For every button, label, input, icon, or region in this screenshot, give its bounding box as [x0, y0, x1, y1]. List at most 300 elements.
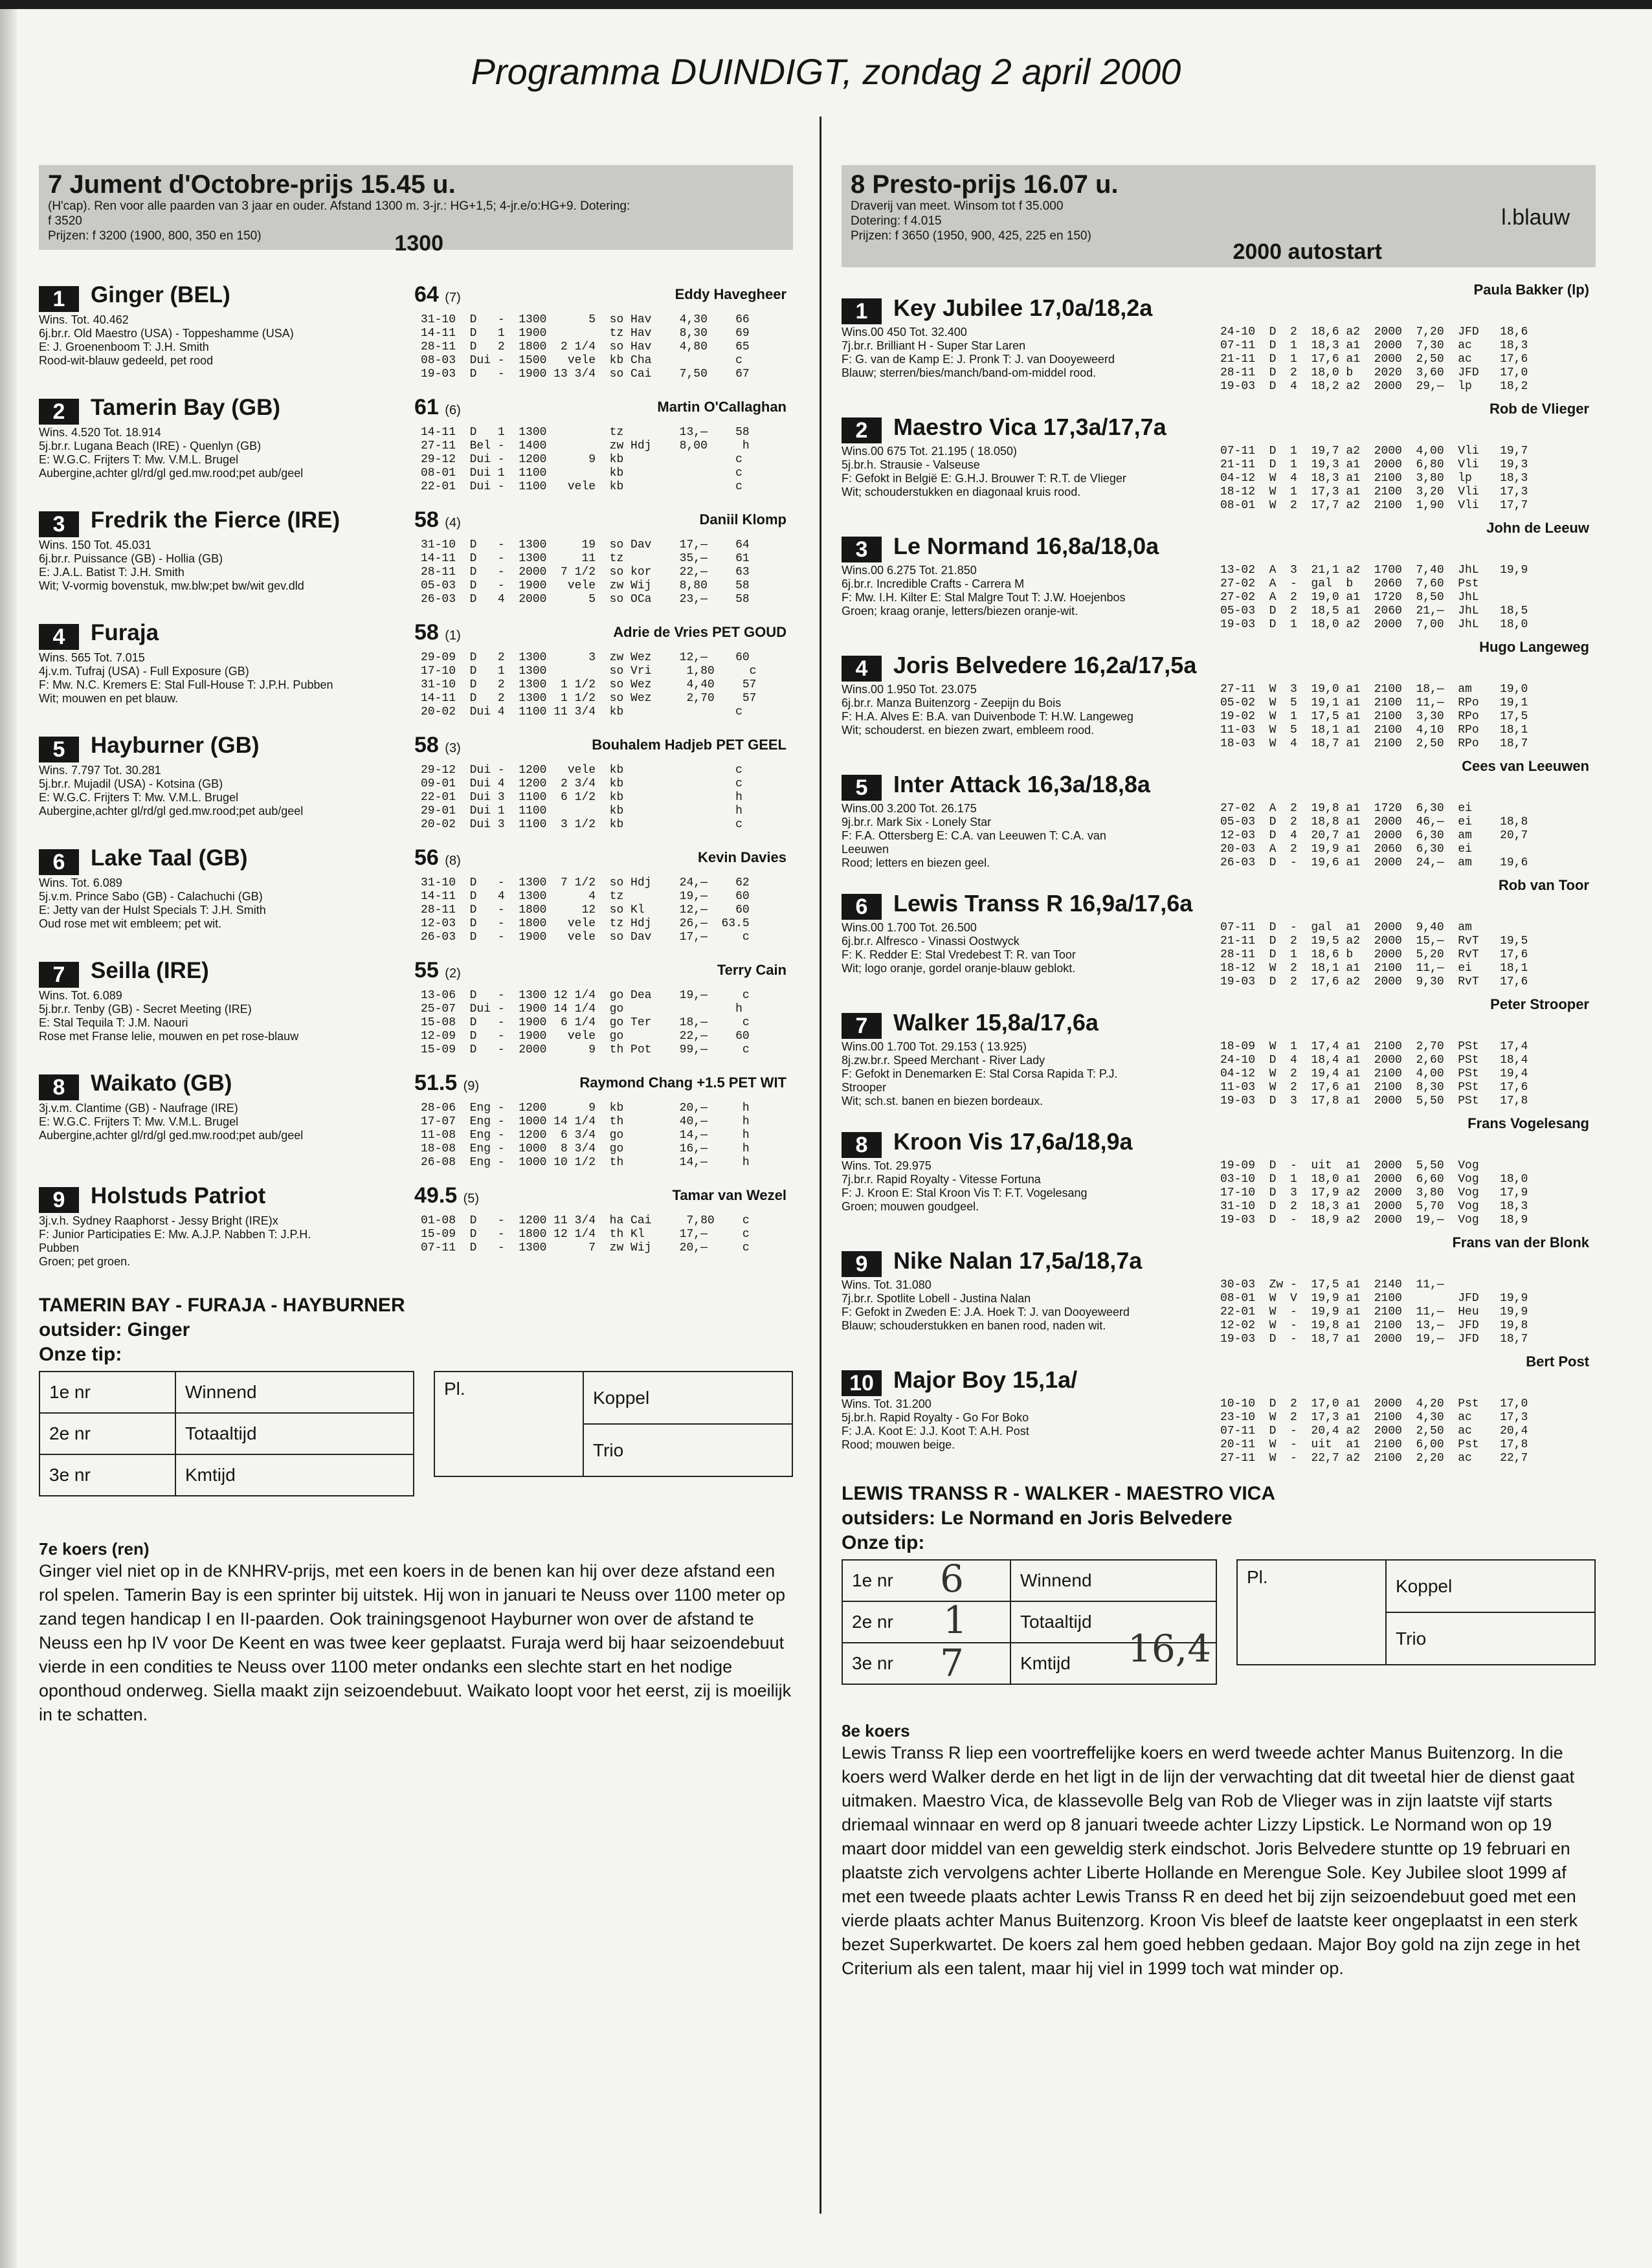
- race-8-header: [842, 165, 1596, 267]
- runner-number: 6: [842, 894, 882, 920]
- form-line: 28-11 D 2 18,0 b 2020 3,60 JFD 17,0: [1220, 366, 1528, 379]
- form-line: 19-03 D - 1900 13 3/4 so Cai 7,50 67: [421, 368, 750, 381]
- form-line: 07-11 D - 20,4 a2 2000 2,50 ac 20,4: [1220, 1425, 1528, 1438]
- runner-info-line: Wins. Tot. 6.089: [39, 876, 122, 889]
- runner-info-line: E: W.G.C. Frijters T: Mw. V.M.L. Brugel: [39, 1115, 239, 1128]
- weight-value: 58: [414, 507, 439, 532]
- runner-form: [1220, 1397, 1596, 1465]
- runner-entry: [842, 1115, 1596, 1238]
- runner-number: 3: [39, 511, 79, 537]
- runner-driver: Eddy Havegheer: [675, 286, 787, 302]
- race-7-report: Ginger viel niet op in de KNHRV-prijs, met een koers in de benen kan hij over deze afstand een rol spelen. Tamerin Bay is een sprinter bij uitstek. Hij won in januari te Neuss over 1100 meter op zand tegen handicap I en II-paarden. Ook trainingsgenoot Hayburner won over de afstand te Neuss een hp IV voor De Keent en was twee keer geplaatst. Furaja werd bij haar seizoendebuut vierde in een condities te Neuss over 1100 meter ondanks een slechte start en het nodige oponthoud onderweg. Siella maakt zijn seizoendebuut. Waikato loopt voor het eerst, zij is moeilijk in te schatten.: [39, 1561, 792, 1724]
- runner-entry: [842, 401, 1596, 524]
- runner-entry: [39, 1174, 793, 1287]
- runner-number: 1: [842, 298, 882, 324]
- runner-driver: Rob van Toor: [1498, 877, 1589, 893]
- runner-info-line: Wins. Tot. 40.462: [39, 313, 129, 326]
- race-7-runners: [39, 273, 793, 1287]
- runner-number: 9: [842, 1251, 882, 1277]
- weight-value: 61: [414, 395, 439, 419]
- handwritten-third: 7: [940, 1641, 964, 1685]
- tip-row-label: 2e nr: [39, 1413, 175, 1454]
- runner-name: Hayburner (GB): [91, 733, 260, 758]
- runner-number: 8: [842, 1132, 882, 1158]
- runner-form: [421, 651, 793, 719]
- handwritten-second: 1: [943, 1598, 967, 1642]
- form-line: 13-06 D - 1300 12 1/4 go Dea 19,— c: [421, 989, 750, 1002]
- runner-info-line: Oud rose met wit embleem; pet wit.: [39, 917, 222, 930]
- form-line: 19-03 D - 18,9 a2 2000 19,— Vog 18,9: [1220, 1214, 1528, 1227]
- runner-info-line: Groen; kraag oranje, letters/biezen oranje-wit.: [842, 605, 1078, 617]
- runner-number: 4: [842, 656, 882, 682]
- runner-entry: [842, 877, 1596, 1000]
- form-line: 13-02 A 3 21,1 a2 1700 7,40 JhL 19,9: [1220, 564, 1528, 577]
- form-line: 19-03 D 1 18,0 a2 2000 7,00 JhL 18,0: [1220, 618, 1528, 631]
- form-line: 07-11 D - gal a1 2000 9,40 am: [1220, 921, 1472, 934]
- runner-number: 7: [842, 1013, 882, 1039]
- form-line: 04-12 W 2 19,4 a1 2100 4,00 PSt 19,4: [1220, 1067, 1528, 1080]
- race-8-report-title: 8e koers: [842, 1721, 910, 1740]
- runner-info-line: E: W.G.C. Frijters T: Mw. V.M.L. Brugel: [39, 791, 239, 804]
- runner-name: Le Normand 16,8a/18,0a: [893, 533, 1159, 559]
- form-line: 20-11 W - uit a1 2100 6,00 Pst 17,8: [1220, 1438, 1528, 1451]
- runner-info-line: Groen; pet groen.: [39, 1255, 131, 1268]
- runner-info-line: Wins. Tot. 29.975: [842, 1159, 932, 1172]
- form-line: 09-01 Dui 4 1200 2 3/4 kb c: [421, 777, 742, 790]
- runner-info: [842, 564, 1243, 618]
- runner-entry: [842, 996, 1596, 1119]
- form-line: 04-12 W 4 18,3 a1 2100 3,80 lp 18,3: [1220, 472, 1528, 485]
- runner-entry: [39, 949, 793, 1062]
- runner-info-line: 5j.v.m. Prince Sabo (GB) - Calachuchi (GB): [39, 890, 263, 903]
- runner-number: 10: [842, 1370, 882, 1396]
- form-line: 12-09 D - 1900 vele go 22,— 60: [421, 1030, 750, 1043]
- runner-number: 3: [842, 537, 882, 562]
- runner-info-line: Wit; schouderstukken en diagonaal kruis rood.: [842, 485, 1081, 498]
- runner-weight: [414, 733, 461, 758]
- form-line: 19-02 W 1 17,5 a1 2100 3,30 RPo 17,5: [1220, 710, 1528, 723]
- runner-name: Ginger (BEL): [91, 282, 230, 307]
- form-line: 25-07 Dui - 1900 14 1/4 go h: [421, 1003, 742, 1016]
- form-line: 15-09 D - 1800 12 1/4 th Kl 17,— c: [421, 1228, 750, 1241]
- runner-driver: Bouhalem Hadjeb PET GEEL: [592, 737, 787, 753]
- runner-info-line: Wins. 150 Tot. 45.031: [39, 539, 151, 551]
- weight-value: 55: [414, 958, 439, 983]
- tip-row-label: 3e nr: [39, 1454, 175, 1496]
- runner-number: 2: [39, 399, 79, 425]
- form-line: 17-07 Eng - 1000 14 1/4 th 40,— h: [421, 1115, 750, 1128]
- runner-weight: [414, 958, 461, 983]
- weight-value: 58: [414, 620, 439, 645]
- form-line: 20-02 Dui 4 1100 11 3/4 kb c: [421, 706, 742, 718]
- runner-info: [842, 1159, 1243, 1214]
- runner-weight: [414, 845, 461, 871]
- runner-info-line: Wins. 565 Tot. 7.015: [39, 651, 145, 664]
- runner-info-line: Strooper: [842, 1081, 887, 1094]
- runner-name: Nike Nalan 17,5a/18,7a: [893, 1247, 1143, 1274]
- form-line: 22-01 Dui - 1100 vele kb c: [421, 480, 742, 493]
- race-8-column: [842, 165, 1596, 1981]
- tip-pl-label: Pl.: [434, 1372, 583, 1476]
- runner-number: 4: [39, 624, 79, 650]
- runner-form: [421, 989, 793, 1057]
- runner-entry: [842, 520, 1596, 643]
- form-line: 05-02 W 5 19,1 a1 2100 11,— RPo 19,1: [1220, 696, 1528, 709]
- tip-col-label: Winnend: [1010, 1560, 1216, 1601]
- runner-info: [842, 1397, 1243, 1452]
- runner-name: Kroon Vis 17,6a/18,9a: [893, 1128, 1133, 1155]
- runner-form: [1220, 802, 1596, 870]
- runner-weight: [414, 507, 461, 533]
- form-line: 22-01 Dui 3 1100 6 1/2 kb h: [421, 791, 742, 804]
- runner-info-line: F: K. Redder E: Stal Vredebest T: R. van Toor: [842, 948, 1076, 961]
- runner-info-line: 6j.br.r. Puissance (GB) - Hollia (GB): [39, 552, 223, 565]
- form-line: 27-02 A 2 19,0 a1 1720 8,50 JhL: [1220, 591, 1479, 604]
- runner-info-line: Blauw; schouderstukken en banen rood, naden wit.: [842, 1319, 1106, 1332]
- runner-weight: [414, 1183, 479, 1208]
- form-line: 19-03 D 4 18,2 a2 2000 29,— lp 18,2: [1220, 380, 1528, 393]
- runner-info-line: F: J. Kroon E: Stal Kroon Vis T: F.T. Vogelesang: [842, 1186, 1088, 1199]
- runner-entry: [39, 386, 793, 498]
- runner-driver: Terry Cain: [717, 962, 787, 978]
- runner-driver: Martin O'Callaghan: [657, 399, 787, 415]
- weight-value: 51.5: [414, 1071, 458, 1095]
- runner-form: [1220, 683, 1596, 751]
- tip-kmtijd-cell: [1010, 1627, 1216, 1684]
- runner-form: [421, 313, 793, 381]
- tip-col-label: Totaaltijd: [175, 1413, 414, 1454]
- form-line: 31-10 D - 1300 19 so Dav 17,— 64: [421, 539, 750, 551]
- runner-number: 1: [39, 286, 79, 312]
- runner-info-line: Wins.00 450 Tot. 32.400: [842, 326, 967, 339]
- form-line: 19-09 D - uit a1 2000 5,50 Vog: [1220, 1159, 1479, 1172]
- tip-row-2: [842, 1598, 1010, 1643]
- form-line: 28-11 D - 2000 7 1/2 so kor 22,— 63: [421, 566, 750, 579]
- form-line: 14-11 D - 1300 11 tz 35,— 61: [421, 552, 750, 565]
- runner-info-line: 6j.br.r. Manza Buitenzorg - Zeepijn du Bois: [842, 696, 1062, 709]
- form-line: 07-11 D 1 19,7 a2 2000 4,00 Vli 19,7: [1220, 445, 1528, 458]
- form-line: 08-01 W 2 17,7 a2 2100 1,90 Vli 17,7: [1220, 499, 1528, 512]
- runner-info-line: Aubergine,achter gl/rd/gl ged.mw.rood;pet aub/geel: [39, 467, 304, 480]
- form-line: 17-10 D 3 17,9 a2 2000 3,80 Vog 17,9: [1220, 1186, 1528, 1199]
- runner-entry: [842, 639, 1596, 762]
- form-line: 11-03 W 5 18,1 a1 2100 4,10 RPo 18,1: [1220, 724, 1528, 737]
- draw-value: (8): [445, 854, 461, 868]
- runner-entry: [842, 1353, 1596, 1476]
- form-line: 30-03 Zw - 17,5 a1 2140 11,—: [1220, 1278, 1444, 1291]
- form-line: 28-11 D 2 1800 2 1/4 so Hav 4,80 65: [421, 340, 750, 353]
- runner-info-line: 3j.v.h. Sydney Raaphorst - Jessy Bright (IRE)x: [39, 1214, 278, 1227]
- runner-weight: [414, 282, 461, 307]
- runner-info-line: 6j.br.r. Old Maestro (USA) - Toppeshamme (USA): [39, 327, 294, 340]
- race-8-color: l.blauw: [1501, 205, 1570, 230]
- runner-info-line: Wins. Tot. 31.200: [842, 1397, 932, 1410]
- race-7-header: [39, 165, 793, 256]
- runner-entry: [842, 282, 1596, 405]
- race-8-prediction: LEWIS TRANSS R - WALKER - MAESTRO VICA: [842, 1483, 1275, 1504]
- runner-info: [842, 326, 1243, 380]
- form-line: 18-08 Eng - 1000 8 3/4 go 16,— h: [421, 1142, 750, 1155]
- runner-name: Key Jubilee 17,0a/18,2a: [893, 295, 1153, 321]
- form-line: 18-03 W 4 18,7 a1 2100 2,50 RPo 18,7: [1220, 737, 1528, 750]
- runner-info: [39, 539, 434, 593]
- race-8-runners: [842, 282, 1596, 1476]
- runner-name: Walker 15,8a/17,6a: [893, 1009, 1099, 1036]
- weight-value: 49.5: [414, 1183, 458, 1208]
- race-8-dotering: Dotering: f 4.015: [851, 214, 942, 228]
- draw-value: (6): [445, 403, 461, 417]
- runner-form: [421, 764, 793, 832]
- form-line: 19-03 D 2 17,6 a2 2000 9,30 RvT 17,6: [1220, 975, 1528, 988]
- runner-info: [39, 1102, 434, 1142]
- form-line: 27-02 A 2 19,8 a1 1720 6,30 ei: [1220, 802, 1472, 815]
- runner-weight: [414, 395, 461, 420]
- race-7-report-title: 7e koers (ren): [39, 1539, 150, 1559]
- race-7-tip-label: Onze tip:: [39, 1344, 122, 1365]
- runner-info-line: Wins. 7.797 Tot. 30.281: [39, 764, 161, 777]
- form-line: 14-11 D 1 1900 tz Hav 8,30 69: [421, 327, 750, 340]
- tip-row-1: [842, 1557, 1010, 1601]
- form-line: 27-02 A - gal b 2060 7,60 Pst: [1220, 577, 1479, 590]
- runner-number: 2: [842, 417, 882, 443]
- form-line: 28-06 Eng - 1200 9 kb 20,— h: [421, 1102, 750, 1115]
- runner-info-line: F: G. van de Kamp E: J. Pronk T: J. van Dooyeweerd: [842, 353, 1115, 366]
- runner-info-line: 6j.br.r. Incredible Crafts - Carrera M: [842, 577, 1025, 590]
- runner-info-line: Wit; mouwen en pet blauw.: [39, 692, 179, 705]
- runner-info-line: 7j.br.r. Rapid Royalty - Vitesse Fortuna: [842, 1173, 1041, 1186]
- runner-number: 6: [39, 849, 79, 875]
- runner-info-line: F: J.A. Koot E: J.J. Koot T: A.H. Post: [842, 1425, 1029, 1438]
- runner-info-line: Wins. Tot. 6.089: [39, 989, 122, 1002]
- weight-value: 56: [414, 845, 439, 870]
- race-8-tip-table: [842, 1559, 1217, 1685]
- runner-form: [1220, 564, 1596, 632]
- page-edge-shadow: [0, 0, 17, 2268]
- form-line: 19-03 D 3 17,8 a1 2000 5,50 PSt 17,8: [1220, 1095, 1528, 1107]
- tip-row-label: 1e nr: [39, 1372, 175, 1413]
- runner-name: Tamerin Bay (GB): [91, 395, 281, 420]
- runner-info-line: Wins. 4.520 Tot. 18.914: [39, 426, 161, 439]
- runner-info-line: Wins.00 675 Tot. 21.195 ( 18.050): [842, 445, 1017, 458]
- runner-info-line: Aubergine,achter gl/rd/gl ged.mw.rood;pet aub/geel: [39, 1129, 304, 1142]
- handwritten-first: 6: [940, 1557, 964, 1601]
- runner-info-line: 5j.br.r. Tenby (GB) - Secret Meeting (IRE): [39, 1003, 252, 1016]
- form-line: 15-08 D - 1900 6 1/4 go Ter 18,— c: [421, 1016, 750, 1029]
- form-line: 26-08 Eng - 1000 10 1/2 th 14,— h: [421, 1156, 750, 1169]
- race-7-outsider: outsider: Ginger: [39, 1319, 190, 1340]
- race-8-conditions: Draverij van meet. Winsom tot f 35.000: [851, 199, 1064, 213]
- runner-info: [39, 426, 434, 480]
- form-line: 11-03 W 2 17,6 a1 2100 8,30 PSt 17,6: [1220, 1081, 1528, 1094]
- race-8-title: 8 Presto-prijs 16.07 u.: [851, 170, 1119, 199]
- form-line: 27-11 Bel - 1400 zw Hdj 8,00 h: [421, 439, 750, 452]
- runner-driver: Cees van Leeuwen: [1462, 758, 1589, 774]
- runner-driver: Daniil Klomp: [699, 511, 787, 528]
- race-7-tip-table: [39, 1371, 414, 1496]
- draw-value: (3): [445, 741, 461, 755]
- form-line: 24-10 D 4 18,4 a1 2000 2,60 PSt 18,4: [1220, 1054, 1528, 1067]
- runner-number: 9: [39, 1187, 79, 1213]
- runner-info-line: Wins. Tot. 31.080: [842, 1278, 932, 1291]
- runner-info-line: Wins.00 1.700 Tot. 26.500: [842, 921, 977, 934]
- runner-number: 5: [842, 775, 882, 801]
- form-line: 08-03 Dui - 1500 vele kb Cha c: [421, 354, 742, 367]
- runner-info-line: E: W.G.C. Frijters T: Mw. V.M.L. Brugel: [39, 453, 239, 466]
- form-line: 07-11 D 1 18,3 a1 2000 7,30 ac 18,3: [1220, 339, 1528, 352]
- runner-info-line: F: Gefokt in Zweden E: J.A. Hoek T: J. van Dooyeweerd: [842, 1306, 1130, 1318]
- weight-value: 58: [414, 733, 439, 757]
- runner-entry: [39, 611, 793, 724]
- form-line: 18-12 W 2 18,1 a1 2100 11,— ei 18,1: [1220, 962, 1528, 975]
- runner-entry: [842, 1234, 1596, 1357]
- runner-name: Joris Belvedere 16,2a/17,5a: [893, 652, 1197, 678]
- runner-info-line: 5j.br.r. Mujadil (USA) - Kotsina (GB): [39, 777, 223, 790]
- runner-driver: Kevin Davies: [698, 849, 787, 865]
- runner-info-line: Wins.00 3.200 Tot. 26.175: [842, 802, 977, 815]
- runner-form: [1220, 1040, 1596, 1108]
- runner-form: [1220, 326, 1596, 394]
- runner-info-line: 8j.zw.br.r. Speed Merchant - River Lady: [842, 1054, 1045, 1067]
- form-line: 27-11 W 3 19,0 a1 2100 18,— am 19,0: [1220, 683, 1528, 696]
- race-7-conditions: (H'cap). Ren voor alle paarden van 3 jaar en ouder. Afstand 1300 m. 3-jr.: HG+1,5; 4-jr.e/o:HG+9. Dotering:: [48, 199, 631, 213]
- runner-name: Lake Taal (GB): [91, 845, 248, 871]
- form-line: 26-03 D 4 2000 5 so OCa 23,— 58: [421, 593, 750, 606]
- form-line: 05-03 D 2 18,8 a1 2000 46,— ei 18,8: [1220, 816, 1528, 828]
- race-7-column: [39, 165, 793, 1727]
- form-line: 14-11 D 1 1300 tz 13,— 58: [421, 426, 750, 439]
- runner-driver: Adrie de Vries PET GOUD: [613, 624, 787, 640]
- form-line: 18-12 W 1 17,3 a1 2100 3,20 Vli 17,3: [1220, 485, 1528, 498]
- form-line: 11-08 Eng - 1200 6 3/4 go 14,— h: [421, 1129, 750, 1142]
- runner-info-line: F: Junior Participaties E: Mw. A.J.P. Nabben T: J.P.H.: [39, 1228, 311, 1241]
- runner-info-line: Wit; schouderst. en biezen zwart, embleem rood.: [842, 724, 1095, 737]
- tip-col-label: Kmtijd: [175, 1454, 414, 1496]
- runner-info-line: F: H.A. Alves E: B.A. van Duivenbode T: H.W. Langeweg: [842, 710, 1133, 723]
- weight-value: 64: [414, 282, 439, 307]
- runner-info-line: 5j.br.h. Strausie - Valseuse: [842, 458, 980, 471]
- form-line: 12-03 D 4 20,7 a1 2000 6,30 am 20,7: [1220, 829, 1528, 842]
- runner-info: [842, 683, 1243, 737]
- form-line: 21-11 D 1 17,6 a1 2000 2,50 ac 17,6: [1220, 353, 1528, 366]
- form-line: 31-10 D - 1300 5 so Hav 4,30 66: [421, 313, 750, 326]
- handwritten-kmtijd: 16,4: [1128, 1627, 1212, 1671]
- race-7-pl-table: [434, 1371, 793, 1477]
- race-7-tip-grid: [39, 1371, 793, 1507]
- form-line: 29-01 Dui 1 1100 kb h: [421, 805, 742, 817]
- runner-entry: [39, 836, 793, 949]
- form-line: 07-11 D - 1300 7 zw Wij 20,— c: [421, 1241, 750, 1254]
- runner-info-line: 5j.br.h. Rapid Royalty - Go For Boko: [842, 1411, 1029, 1424]
- form-line: 05-03 D - 1900 vele zw Wij 8,80 58: [421, 579, 750, 592]
- runner-weight: [414, 620, 461, 645]
- runner-info: [39, 989, 434, 1043]
- runner-info-line: Groen; mouwen goudgeel.: [842, 1200, 979, 1213]
- runner-form: [1220, 921, 1596, 989]
- draw-value: (4): [445, 516, 461, 530]
- top-rule: [0, 0, 1652, 9]
- draw-value: (1): [445, 628, 461, 643]
- form-line: 22-01 W - 19,9 a1 2100 11,— Heu 19,9: [1220, 1306, 1528, 1318]
- race-7-prediction: TAMERIN BAY - FURAJA - HAYBURNER: [39, 1295, 405, 1316]
- tip-extra-label: Koppel: [583, 1372, 792, 1424]
- form-line: 26-03 D - 1900 vele so Dav 17,— c: [421, 931, 750, 944]
- runner-form: [421, 1214, 793, 1255]
- runner-name: Inter Attack 16,3a/18,8a: [893, 771, 1150, 797]
- race-8-tip-label: Onze tip:: [842, 1532, 925, 1553]
- draw-value: (5): [463, 1192, 480, 1206]
- runner-info-line: E: Stal Tequila T: J.M. Naouri: [39, 1016, 188, 1029]
- runner-info-line: 4j.v.m. Tufraj (USA) - Full Exposure (GB): [39, 665, 249, 678]
- runner-weight: [414, 1071, 479, 1096]
- runner-form: [1220, 1159, 1596, 1227]
- runner-entry: [39, 498, 793, 611]
- draw-value: (2): [445, 966, 461, 981]
- runner-info-line: 5j.br.r. Lugana Beach (IRE) - Quenlyn (GB): [39, 439, 262, 452]
- tip-row-label: 2e nr: [852, 1612, 893, 1632]
- race-8-prizes: Prijzen: f 3650 (1950, 900, 425, 225 en 150): [851, 229, 1091, 243]
- runner-name: Maestro Vica 17,3a/17,7a: [893, 414, 1166, 440]
- form-line: 08-01 W V 19,9 a1 2100 JFD 19,9: [1220, 1292, 1528, 1305]
- page-title: Programma DUINDIGT, zondag 2 april 2000: [471, 51, 1181, 92]
- runner-name: Seilla (IRE): [91, 958, 209, 983]
- tip-row-label: 1e nr: [852, 1570, 893, 1590]
- race-7-title: 7 Jument d'Octobre-prijs 15.45 u.: [48, 170, 456, 199]
- runner-info: [842, 1278, 1243, 1333]
- tip-extra-label: Trio: [583, 1424, 792, 1476]
- race-7-dotering: f 3520: [48, 214, 82, 228]
- form-line: 28-11 D - 1800 12 so Kl 12,— 60: [421, 904, 750, 917]
- race-7-prizes: Prijzen: f 3200 (1900, 800, 350 en 150): [48, 229, 262, 243]
- runner-info-line: Aubergine,achter gl/rd/gl ged.mw.rood;pet aub/geel: [39, 805, 304, 817]
- form-line: 26-03 D - 19,6 a1 2000 24,— am 19,6: [1220, 856, 1528, 869]
- form-line: 05-03 D 2 18,5 a1 2060 21,— JhL 18,5: [1220, 605, 1528, 617]
- runner-number: 7: [39, 962, 79, 988]
- runner-info-line: E: J.A.L. Batist T: J.H. Smith: [39, 566, 184, 579]
- runner-number: 8: [39, 1074, 79, 1100]
- form-line: 14-11 D 2 1300 1 1/2 so Wez 2,70 57: [421, 692, 757, 705]
- runner-info-line: 6j.br.r. Alfresco - Vinassi Oostwyck: [842, 935, 1020, 948]
- form-line: 24-10 D 2 18,6 a2 2000 7,20 JFD 18,6: [1220, 326, 1528, 339]
- runner-info-line: F: Gefokt in België E: G.H.J. Brouwer T: R.T. de Vlieger: [842, 472, 1126, 485]
- form-line: 01-08 D - 1200 11 3/4 ha Cai 7,80 c: [421, 1214, 750, 1227]
- runner-driver: Peter Strooper: [1490, 996, 1589, 1012]
- runner-info-line: F: F.A. Ottersberg E: C.A. van Leeuwen T: C.A. van: [842, 829, 1106, 842]
- tip-pl-label: Pl.: [1237, 1560, 1386, 1665]
- form-line: 08-01 Dui 1 1100 kb c: [421, 467, 742, 480]
- runner-info-line: 7j.br.r. Brilliant H - Super Star Laren: [842, 339, 1026, 352]
- form-line: 19-03 D - 18,7 a1 2000 19,— JFD 18,7: [1220, 1333, 1528, 1346]
- runner-driver: Hugo Langeweg: [1479, 639, 1589, 655]
- race-7-distance: [394, 231, 443, 256]
- runner-info: [842, 802, 1243, 870]
- runner-info-line: F: Mw. N.C. Kremers E: Stal Full-House T: J.P.H. Pubben: [39, 678, 333, 691]
- runner-info-line: E: J. Groenenboom T: J.H. Smith: [39, 340, 209, 353]
- runner-driver: Frans van der Blonk: [1452, 1234, 1589, 1251]
- tip-col-label: Winnend: [175, 1372, 414, 1413]
- runner-form: [421, 426, 793, 494]
- runner-info: [39, 651, 434, 706]
- runner-info-line: F: Mw. I.H. Kilter E: Stal Malgre Tout T: J.W. Hoejenbos: [842, 591, 1126, 604]
- runner-entry: [39, 724, 793, 836]
- form-line: 18-09 W 1 17,4 a1 2100 2,70 PSt 17,4: [1220, 1040, 1528, 1053]
- runner-driver: Rob de Vlieger: [1489, 401, 1589, 417]
- form-line: 14-11 D 4 1300 4 tz 19,— 60: [421, 890, 750, 903]
- runner-info-line: Wins.00 1.950 Tot. 23.075: [842, 683, 977, 696]
- runner-form: [421, 1102, 793, 1170]
- runner-info: [39, 876, 434, 931]
- race-8-outsider: outsiders: Le Normand en Joris Belvedere: [842, 1507, 1233, 1529]
- runner-info-line: Wit; V-vormig bovenstuk, mw.blw;pet bw/wit gev.dld: [39, 579, 304, 592]
